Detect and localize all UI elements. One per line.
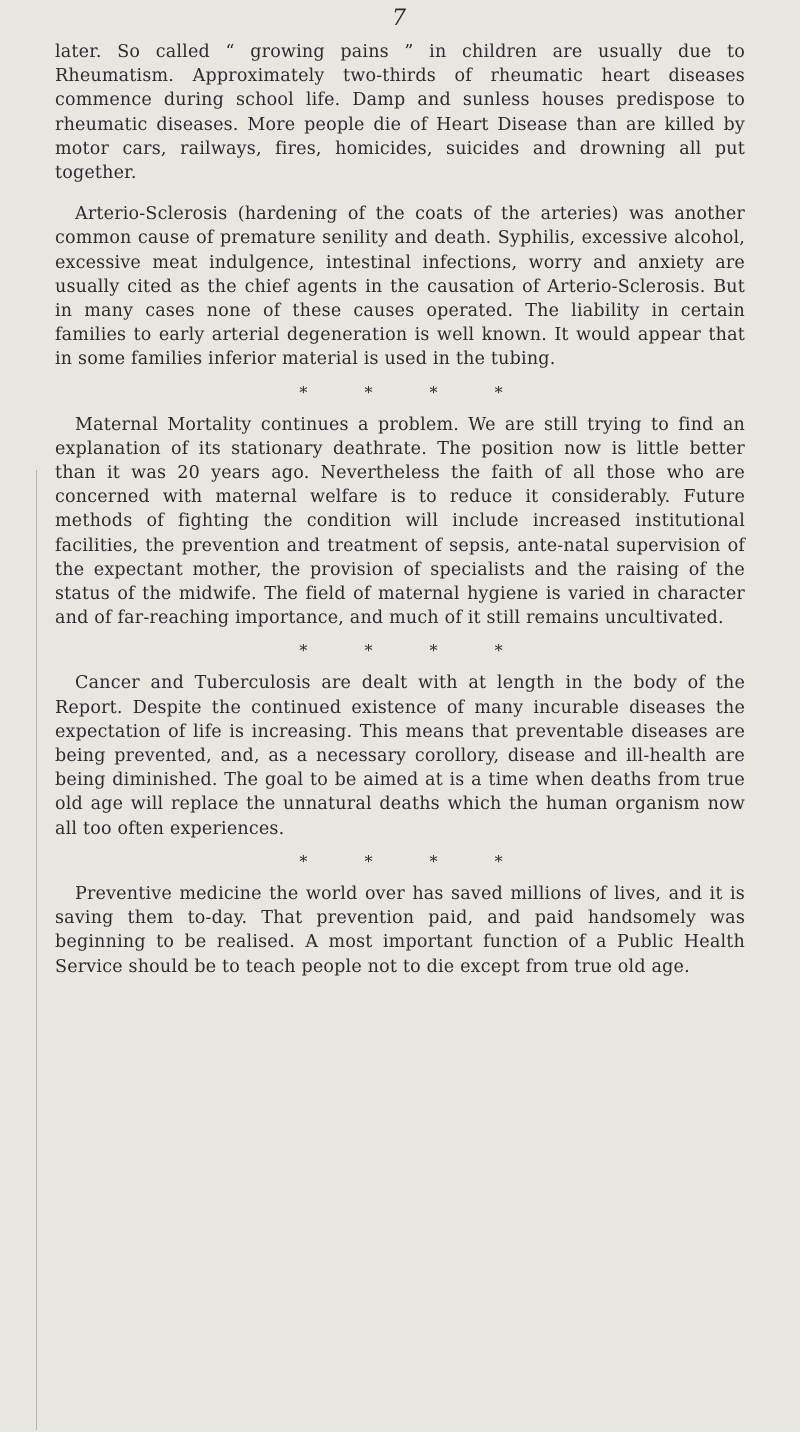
section-separator: * * * *	[299, 641, 529, 661]
paragraph-maternal-mortality: Maternal Mortality continues a problem. We are still trying to find an explanation of its stationary deathrate. The position now is little better than it was 20 years ago. Nevertheless the faith of all those who are concerned with maternal welfare is to reduce it considerably. Future methods of fighting the condition will include increased institutional facilities, the prevention and treatment of sepsis, ante-natal supervision of the expectant mother, the provision of specialists and the raising of the status of the midwife. The field of maternal hygiene is varied in character and of far-reaching importance, and much of it still remains uncultivated.	[55, 414, 745, 629]
document-body	[55, 40, 745, 996]
section-separator: * * * *	[299, 382, 529, 402]
page-number: 7	[392, 6, 406, 31]
paragraph-preventive-medicine: Preventive medicine the world over has saved millions of lives, and it is saving them to-day. That prevention paid, and paid handsomely was beginning to be realised. A most important function of a Public Health Service should be to teach people not to die except from true old age.	[55, 883, 745, 977]
scan-edge-line	[36, 470, 37, 1430]
paragraph-rheumatism: later. So called “ growing pains ” in children are usually due to Rheumatism. Approximately two-thirds of rheumatic heart diseases commence during school life. Damp and sunless houses predispose to rheumatic diseases. More people die of Heart Disease than are killed by motor cars, railways, fires, homicides, suicides and drowning all put together.	[55, 42, 745, 184]
section-separator: * * * *	[299, 851, 529, 871]
paragraph-cancer-tuberculosis: Cancer and Tuberculosis are dealt with at length in the body of the Report. Despite the continued existence of many incurable diseases the expectation of life is increasing. This means that preventable diseases are being prevented, and, as a necessary corollory, disease and ill-health are being diminished. The goal to be aimed at is a time when deaths from true old age will replace the unnatural deaths which the human organism now all too often experiences.	[55, 673, 745, 839]
paragraph-arterio-sclerosis: Arterio-Sclerosis (hardening of the coats of the arteries) was another common cause of premature senility and death. Syphilis, excessive alcohol, excessive meat indulgence, intestinal infections, worry and anxiety are usually cited as the chief agents in the causation of Arterio-Sclerosis. But in many cases none of these causes operated. The liability in certain families to early arterial degeneration is well known. It would appear that in some families inferior material is used in the tubing.	[55, 204, 745, 370]
